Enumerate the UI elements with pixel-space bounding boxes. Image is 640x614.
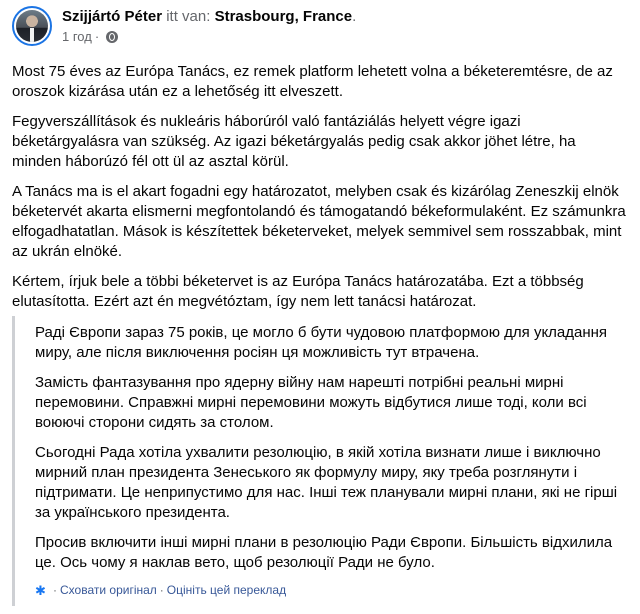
post-subtitle xyxy=(62,28,356,46)
post-meta xyxy=(62,7,356,46)
author-name[interactable]: Szijjártó Péter xyxy=(62,7,163,25)
translation-paragraph: Сьогодні Рада хотіла ухвалити резолюцію, в якій хотіла визнати лише і виключно мирний план президента Зенеського як формулу миру, яку треба розглянути і підтримати. Це неприпустимо для нас. Інші теж планували мирні плани, які не гірші за українського президента. xyxy=(35,444,618,521)
post-paragraph: Kértem, írjuk bele a többi béketervet is az Európa Tanács határozatába. Ezt a többség elutasította. Ezért azt én megvétóztam, így nem lett tanácsi határozat. xyxy=(12,273,584,310)
globe-icon[interactable] xyxy=(106,31,118,43)
post-title-line xyxy=(62,7,356,27)
location-prefix: itt van: xyxy=(166,7,211,25)
profile-photo xyxy=(16,10,48,42)
separator-dot: · xyxy=(159,583,164,597)
post-paragraph: A Tanács ma is el akart fogadni egy határozatot, melyben csak és kizárólag Zeneszkij elnök béketervét akarta elismerni megfontolandó és támogatandó békeformulaként. Ez számunkra elfogadhatatlan. Mások is készítettek béketerveket, melyek semmivel sem rosszabbak, mint az ukrán elnöké. xyxy=(12,183,626,260)
rate-translation-link[interactable]: Оцініть цей переклад xyxy=(166,583,287,597)
post-header xyxy=(12,6,356,46)
translation-paragraph: Просив включити інші мирні плани в резолюцію Ради Європи. Більшість відхилила це. Ось чому я наклав вето, щоб резолюції Ради не було. xyxy=(35,534,613,571)
translation-paragraph: Замість фантазування про ядерну війну нам нарешті потрібні реальні мирні перемовини. Справжні мирні перемовини можуть відбутися лише тоді, коли всі воюючі сторони сидять за столом. xyxy=(35,374,587,431)
translation-footer xyxy=(35,583,624,597)
hide-original-link[interactable]: Сховати оригінал xyxy=(60,583,157,597)
translation-block xyxy=(12,316,624,606)
separator-dot: · xyxy=(53,583,57,597)
gear-icon[interactable]: ✱ xyxy=(35,582,46,598)
location-link[interactable]: Strasbourg, France xyxy=(214,7,353,25)
post-paragraph: Fegyverszállítások és nukleáris háborúról való fantáziálás helyett végre igazi béketárgyalásra van szükség. Az igazi béketárgyalás pedig csak akkor jöhet létre, ha minden háborúzó fél ott ül az asztal körül. xyxy=(12,113,576,170)
separator-dot: · xyxy=(94,28,100,44)
post-timestamp[interactable]: 1 год xyxy=(62,28,92,44)
avatar[interactable] xyxy=(12,6,52,46)
post-paragraph: Most 75 éves az Európa Tanács, ez remek platform lehetett volna a béketeremtésre, de az oroszok kizárása után ez a lehetőség itt elveszett. xyxy=(12,63,613,100)
location-suffix: . xyxy=(352,7,357,25)
translation-paragraph: Раді Європи зараз 75 років, це могло б бути чудовою платформою для укладання миру, але після виключення росіян ця можливість тут втрачена. xyxy=(35,324,608,361)
post-body xyxy=(12,62,628,322)
